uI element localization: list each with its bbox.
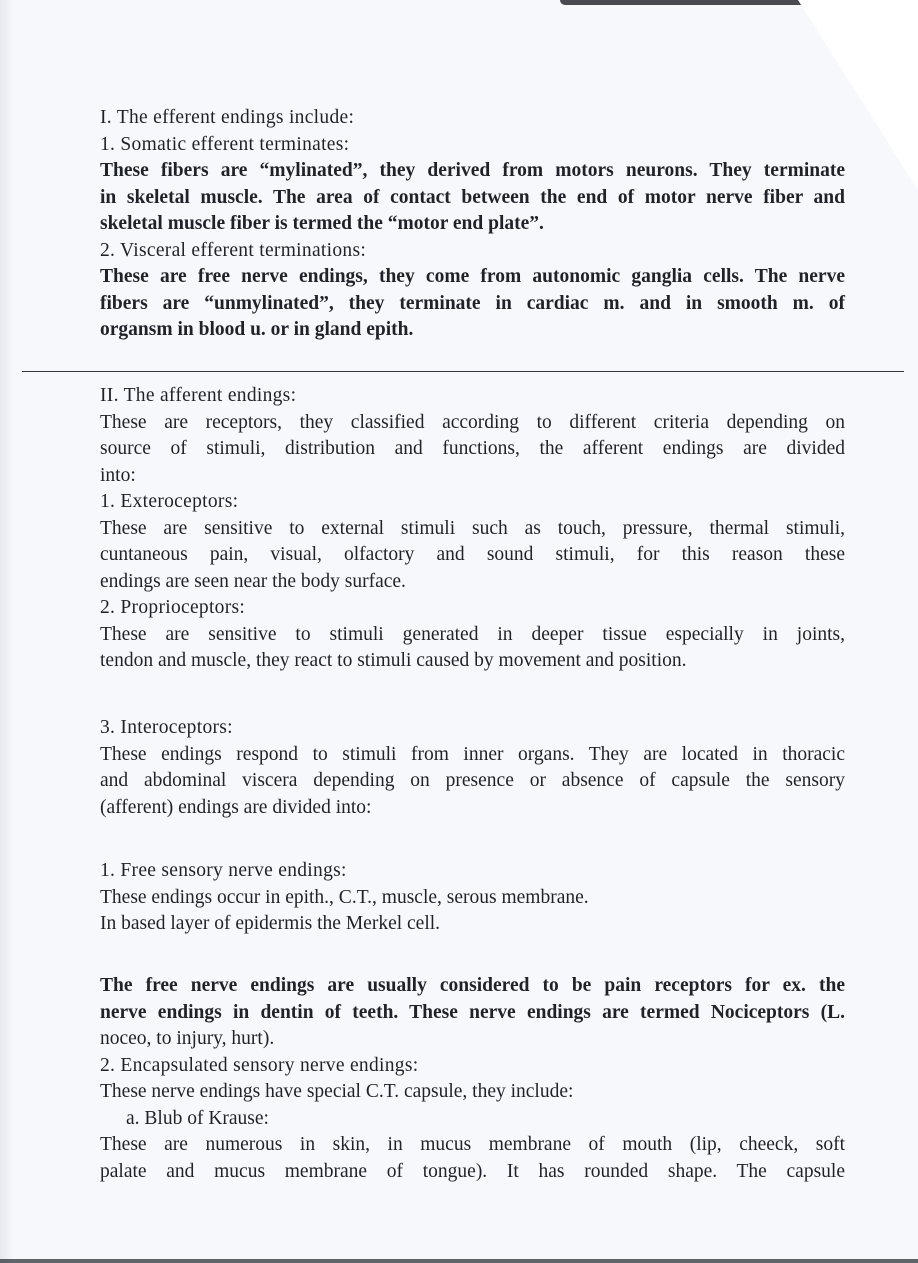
paragraph-line: (afferent) endings are divided into: [100,796,372,818]
section-divider [22,371,904,372]
paragraph-line: The free nerve endings are usually considered to be pain receptors for ex. the [100,975,845,996]
paragraph-line: endings are seen near the body surface. [100,570,406,592]
paragraph-line: These are sensitive to external stimuli such as touch, pressure, thermal stimuli, [100,517,845,539]
paragraph-line: cuntaneous pain, visual, olfactory and sound stimuli, for this reason these [100,544,845,565]
section-heading: II. The afferent endings: [100,385,297,406]
paragraph-line: These nerve endings have special C.T. capsule, they include: [100,1081,574,1102]
section-efferent [100,105,845,344]
paragraph-line: These are numerous in skin, in mucus membrane of mouth (lip, cheeck, soft [100,1134,845,1155]
paragraph-line: In based layer of epidermis the Merkel cell. [100,913,441,934]
paragraph-line: These endings occur in epith., C.T., muscle, serous membrane. [100,886,589,908]
page-top-shadow [560,0,810,5]
nociceptors-block [100,973,845,1185]
subsection-heading: 3. Interoceptors: [100,717,233,738]
paragraph-line: nerve endings in dentin of teeth. These nerve endings are termed Nociceptors (L. [100,1001,845,1023]
paragraph-line: and abdominal viscera depending on presence or absence of capsule the sensory [100,770,845,791]
paragraph-line: These are free nerve endings, they come from autonomic ganglia cells. The nerve [100,266,845,287]
subsection-heading: 2. Visceral efferent terminations: [100,239,367,261]
section-heading: I. The efferent endings include: [100,107,355,128]
paragraph-line: skeletal muscle fiber is termed the “motor end plate”. [100,213,544,234]
subsection-heading: 1. Free sensory nerve endings: [100,860,347,881]
paragraph-line: noceo, to injury, hurt). [100,1028,275,1049]
paragraph-line: tendon and muscle, they react to stimuli caused by movement and position. [100,650,687,671]
paragraph-line: source of stimuli, distribution and functions, the afferent endings are divided [100,438,845,459]
subsection-heading: 1. Exteroceptors: [100,491,239,512]
paragraph-line: These fibers are “mylinated”, they derived from motors neurons. They terminate [100,160,845,181]
paragraph-line: These are receptors, they classified according to different criteria depending on [100,411,845,433]
section-afferent [100,383,845,675]
paragraph-line: These endings respond to stimuli from inner organs. They are located in thoracic [100,743,845,765]
subsection-heading: 1. Somatic efferent terminates: [100,133,350,155]
subsection-heading: 2. Encapsulated sensory nerve endings: [100,1054,419,1076]
paragraph-line: organsm in blood u. or in gland epith. [100,319,414,340]
interoceptors-block [100,715,845,821]
paragraph-line: into: [100,464,136,486]
paragraph-line: palate and mucus membrane of tongue). It has rounded shape. The capsule [100,1160,845,1182]
page-left-shadow [0,0,14,1263]
free-endings-block [100,858,845,938]
paragraph-line: fibers are “unmylinated”, they terminate in cardiac m. and in smooth m. of [100,292,845,314]
page-bottom-edge [0,1259,918,1263]
subsection-heading: 2. Proprioceptors: [100,597,246,618]
paragraph-line: in skeletal muscle. The area of contact between the end of motor nerve fiber and [100,186,845,208]
paragraph-line: These are sensitive to stimuli generated in deeper tissue especially in joints, [100,623,845,645]
list-item-heading: a. Blub of Krause: [126,1107,269,1129]
